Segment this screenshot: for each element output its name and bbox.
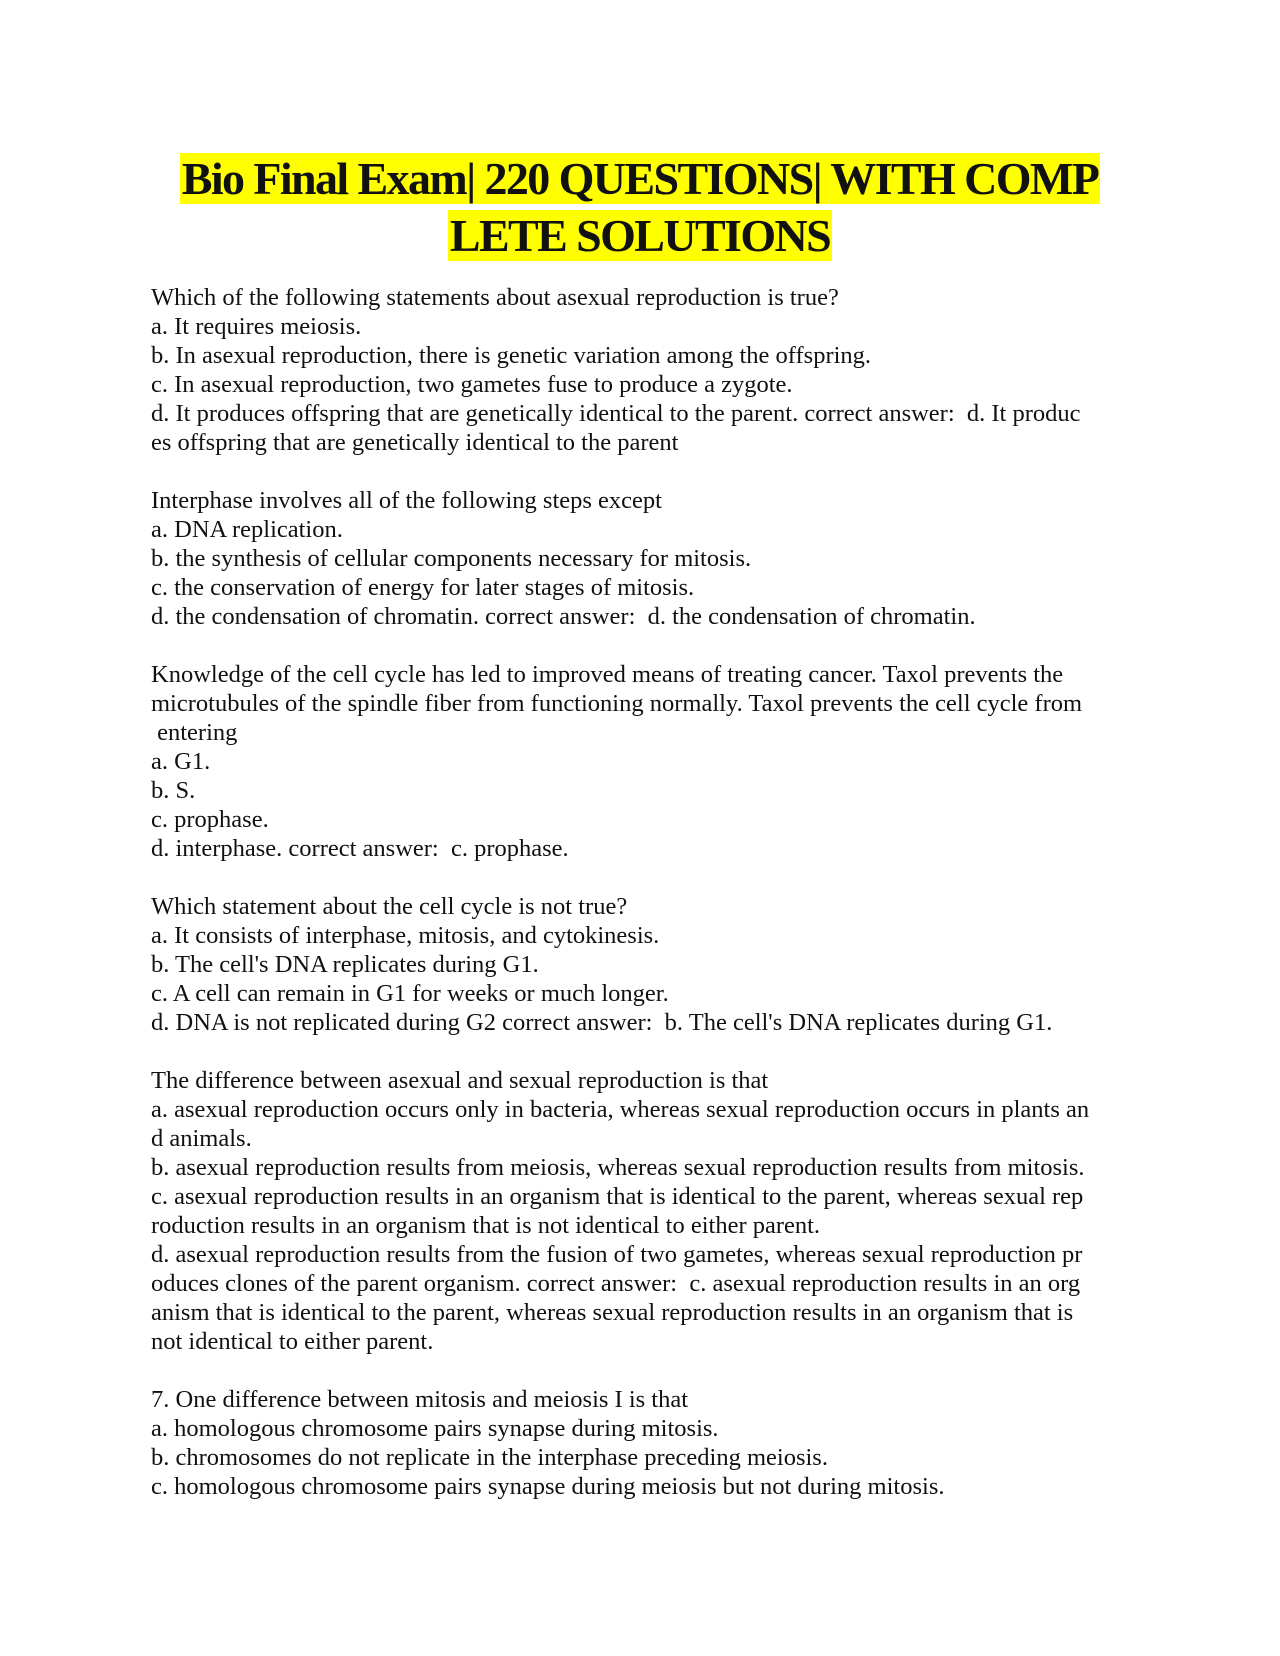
answer-option: b. asexual reproduction results from meiosis, whereas sexual reproduction results from mitosis. [151, 1154, 1085, 1181]
answer-option-with-correct-answer: d. the condensation of chromatin. correct answer: d. the condensation of chromatin. [151, 603, 976, 630]
answer-option: a. G1. [151, 748, 211, 775]
question-text: Which statement about the cell cycle is not true? [151, 893, 628, 920]
question-text: entering [151, 719, 238, 746]
answer-option: b. In asexual reproduction, there is genetic variation among the offspring. [151, 342, 872, 369]
question-text: Interphase involves all of the following steps except [151, 487, 662, 514]
question-text: Knowledge of the cell cycle has led to improved means of treating cancer. Taxol prevents the [151, 661, 1064, 688]
question-text: 7. One difference between mitosis and meiosis I is that [151, 1386, 689, 1413]
answer-option: a. homologous chromosome pairs synapse during mitosis. [151, 1415, 719, 1442]
title-highlight-line-1: Bio Final Exam| 220 QUESTIONS| WITH COMP [181, 153, 1099, 204]
answer-option: a. asexual reproduction occurs only in bacteria, whereas sexual reproduction occurs in plants an [151, 1096, 1090, 1123]
answer-option: a. It requires meiosis. [151, 313, 362, 340]
question-block-2 [151, 486, 1136, 631]
answer-option: a. It consists of interphase, mitosis, and cytokinesis. [151, 922, 660, 949]
question-block-1 [151, 283, 1136, 457]
correct-answer-continuation: not identical to either parent. [151, 1328, 434, 1355]
answer-option: b. The cell's DNA replicates during G1. [151, 951, 539, 978]
answer-option-continuation: roduction results in an organism that is not identical to either parent. [151, 1212, 821, 1239]
answer-option: c. In asexual reproduction, two gametes fuse to produce a zygote. [151, 371, 793, 398]
answer-option: b. the synthesis of cellular components necessary for mitosis. [151, 545, 752, 572]
question-block-5 [151, 1066, 1136, 1356]
answer-option-with-correct-answer: d. It produces offspring that are genetically identical to the parent. correct answer: d. It produc [151, 400, 1081, 427]
question-block-6 [151, 1385, 1136, 1501]
answer-option-with-correct-answer: d. DNA is not replicated during G2 correct answer: b. The cell's DNA replicates during G1. [151, 1009, 1053, 1036]
question-text: The difference between asexual and sexual reproduction is that [151, 1067, 769, 1094]
answer-option-with-correct-answer: oduces clones of the parent organism. correct answer: c. asexual reproduction results in an org [151, 1270, 1081, 1297]
document-body [151, 283, 1136, 1530]
title-highlight-line-2: LETE SOLUTIONS [449, 210, 831, 261]
answer-option: c. asexual reproduction results in an organism that is identical to the parent, whereas sexual rep [151, 1183, 1084, 1210]
correct-answer-continuation: es offspring that are genetically identical to the parent [151, 429, 679, 456]
correct-answer-continuation: anism that is identical to the parent, whereas sexual reproduction results in an organism that is [151, 1299, 1074, 1326]
answer-option: c. the conservation of energy for later stages of mitosis. [151, 574, 695, 601]
answer-option-with-correct-answer: d. interphase. correct answer: c. prophase. [151, 835, 569, 862]
answer-option: b. S. [151, 777, 196, 804]
question-text: microtubules of the spindle fiber from functioning normally. Taxol prevents the cell cycle from [151, 690, 1083, 717]
answer-option: b. chromosomes do not replicate in the interphase preceding meiosis. [151, 1444, 828, 1471]
question-block-4 [151, 892, 1136, 1037]
answer-option: c. homologous chromosome pairs synapse during meiosis but not during mitosis. [151, 1473, 945, 1500]
question-text: Which of the following statements about asexual reproduction is true? [151, 284, 839, 311]
question-block-3 [151, 660, 1136, 863]
answer-option: d. asexual reproduction results from the fusion of two gametes, whereas sexual reproduction pr [151, 1241, 1083, 1268]
document-title [140, 150, 1140, 264]
answer-option: c. A cell can remain in G1 for weeks or much longer. [151, 980, 669, 1007]
answer-option: a. DNA replication. [151, 516, 343, 543]
answer-option-continuation: d animals. [151, 1125, 252, 1152]
answer-option: c. prophase. [151, 806, 269, 833]
